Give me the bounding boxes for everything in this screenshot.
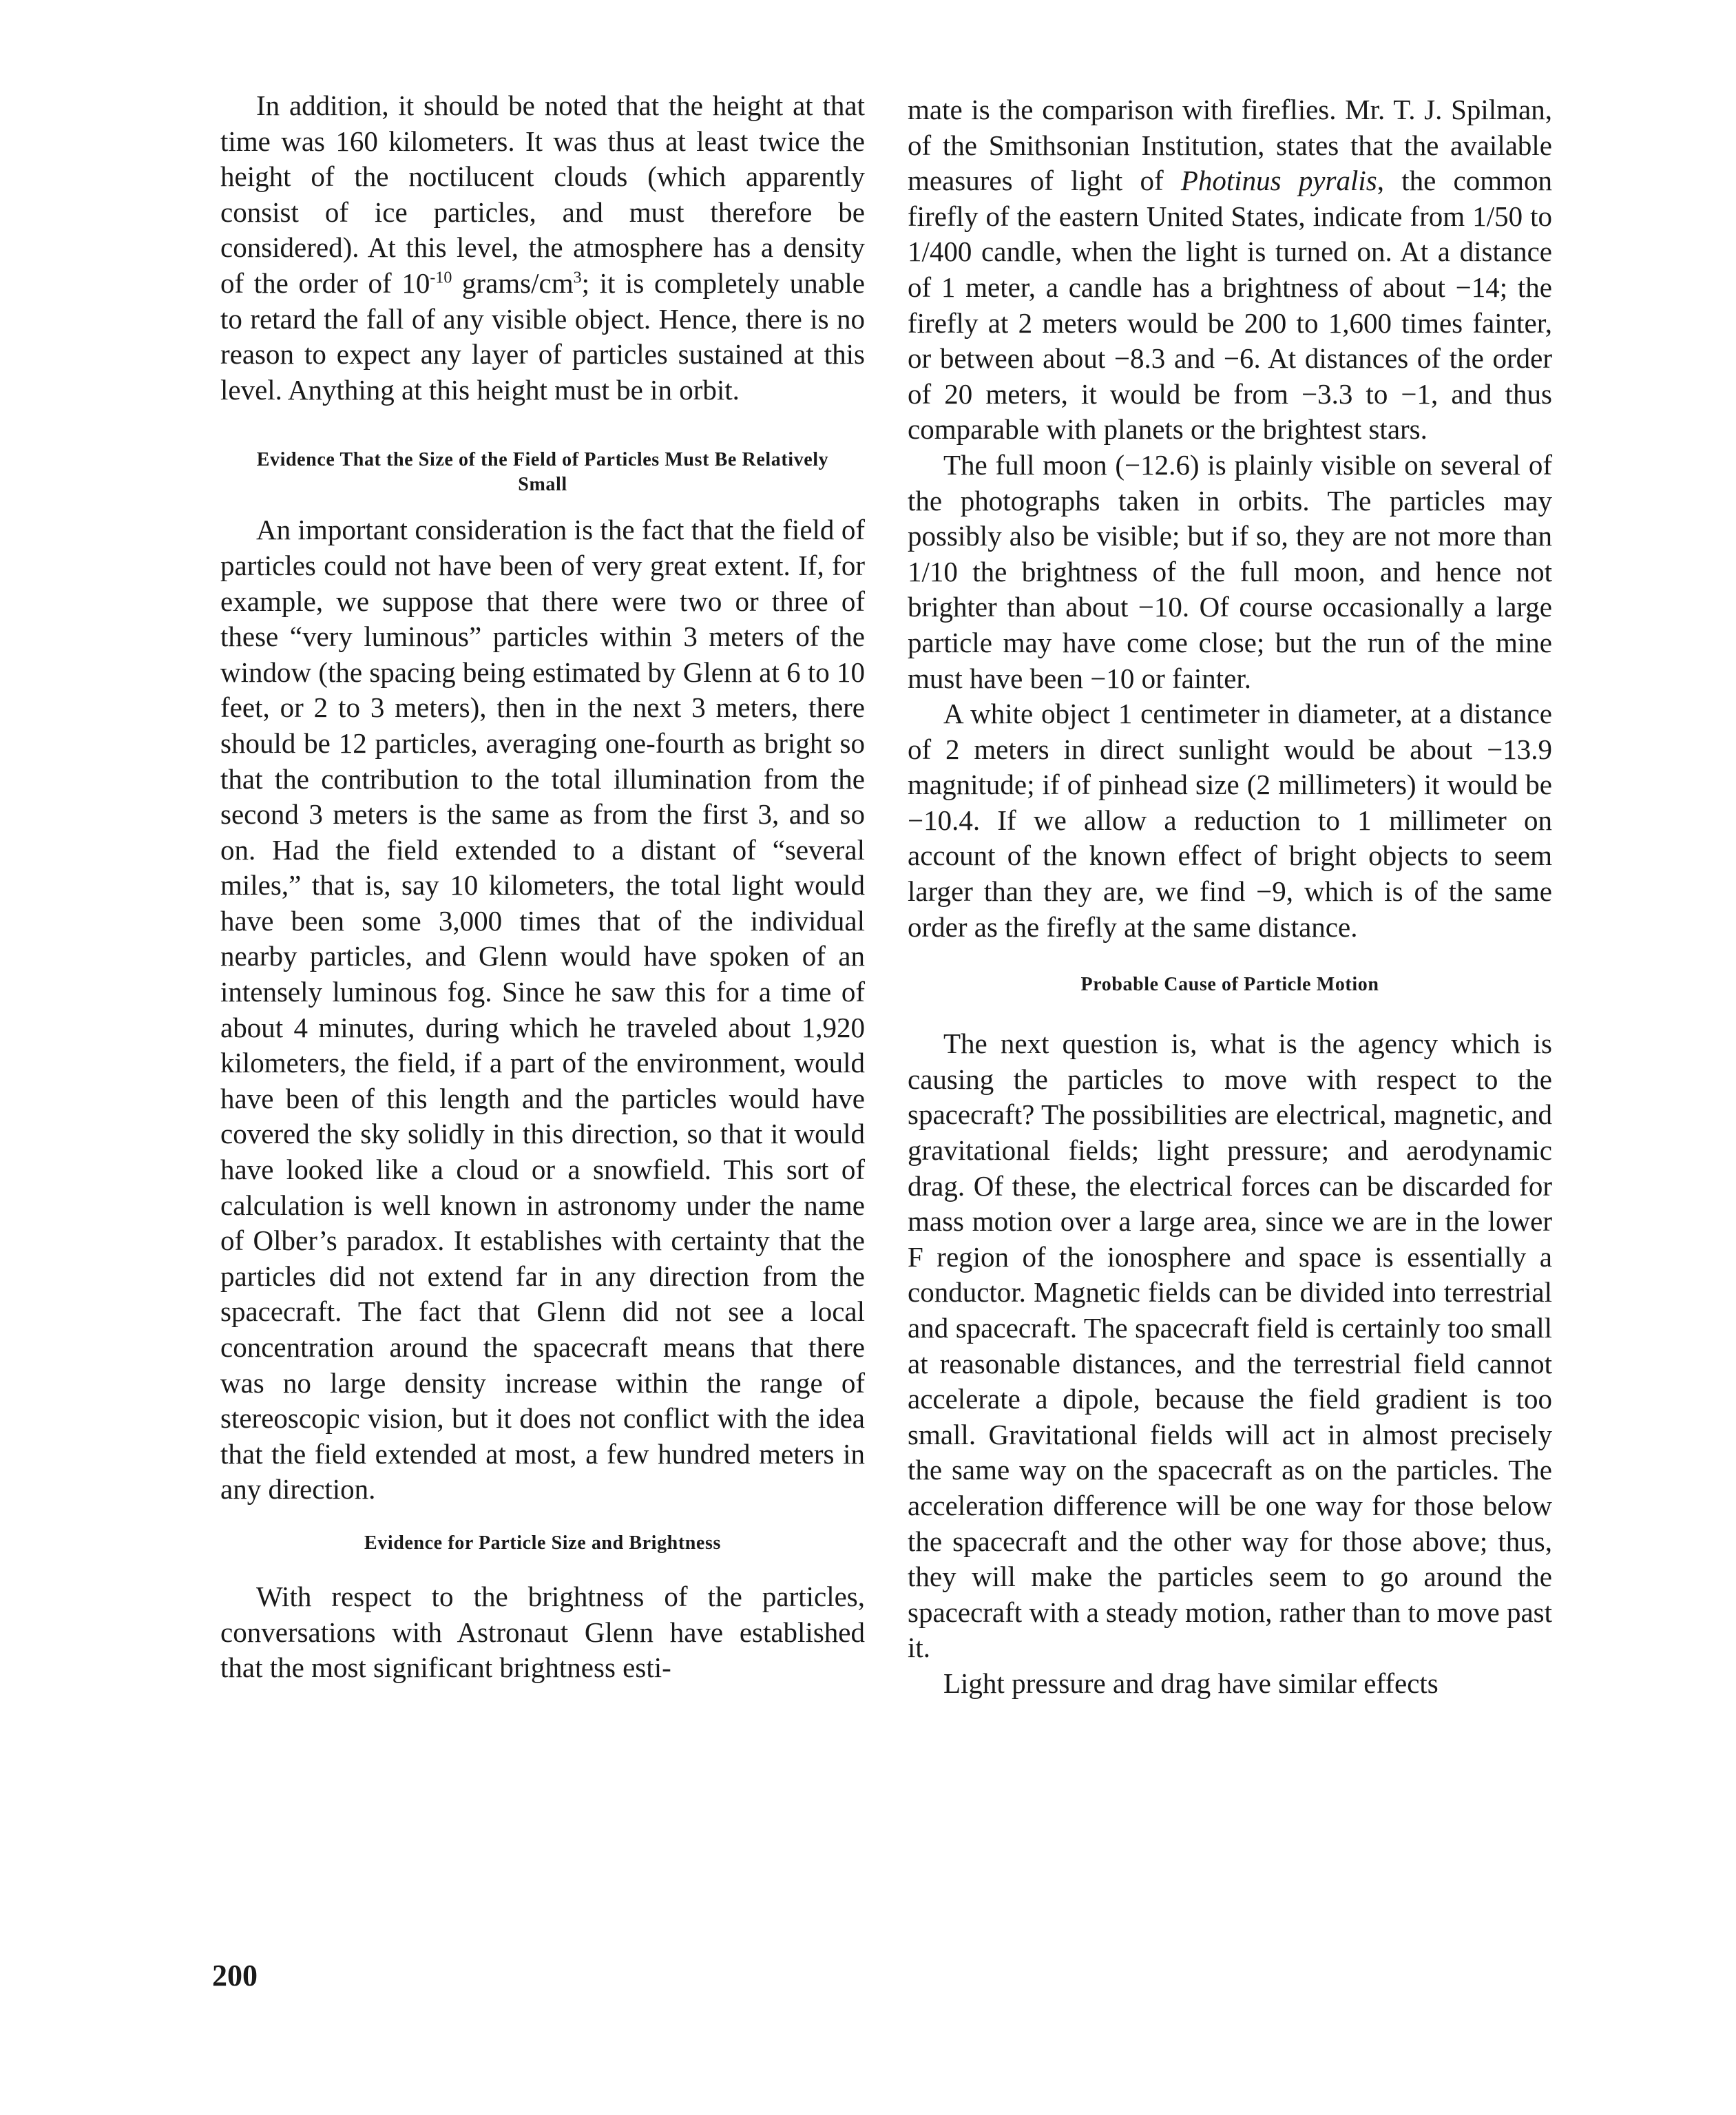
paragraph-white-object: A white object 1 centimeter in diameter, at a distance of 2 meters in direct sunlight would be about −13.9 magnitude; if of pinhead size (2 millimeters) it would be −10.4. If we allow a reduction to 1 millimeter on account of the known effect of bright objects to seem larger than they are, we find −9, which is of the same order as the firefly at the same distance. xyxy=(908,698,1552,943)
paragraph-field-extent: An important consideration is the fact that the field of particles could not have been of very great extent. If, for example, we suppose that there were two or three of these “very luminous” particles within 3 meters of the window (the spacing being estimated by Glenn at 6 to 10 feet, or 2 to 3 meters), then in the next 3 meters, there should be 12 particles, averaging one-fourth as bright so that the contribution to the total illumination from the second 3 meters is the same as from the first 3, and so on. Had the field extended to a distant of “several miles,” that is, say 10 kilometers, the total light would have been some 3,000 times that of the individual nearby particles, and Glenn would have spoken of an intensely luminous fog. Since he saw this for a time of about 4 minutes, during which he traveled about 1,920 kilometers, the field, if a part of the environment, would have been of this length and the particles would have covered the sky solidly in this direction, so that it would have looked like a cloud or a snowfield. This sort of calculation is well known in astronomy under the name of Olber’s paradox. It establishes with certainty that the particles did not extend far in any direction from the spacecraft. The fact that Glenn did not see a local concentration around the spacecraft means that there was no large density increase within the range of stereoscopic vision, but it does not conflict with the idea that the field extended at most, a few hundred meters in any direction. xyxy=(220,514,865,1505)
paragraph-motion-agency: The next question is, what is the agency which is causing the particles to move with respect to the spacecraft? The possibilities are electrical, magnetic, and gravitational fields; light pressure; and aerodynamic drag. Of these, the electrical forces can be discarded for mass motion over a large area, since we are in the lower F region of the ionosphere and space is essentially a conductor. Magnetic fields can be divided into terrestrial and spacecraft. The spacecraft field is certainly too small at reasonable distances, and the terrestrial field cannot accelerate a dipole, because the field gradient is too small. Gravitational fields will act in almost precisely the same way on the spacecraft as on the particles. The acceleration difference will be one way for those below the spacecraft and the other way for those above; thus, they will make the particles seem to go around the spacecraft with a steady motion, rather than to move past it. xyxy=(908,1028,1552,1664)
paragraph-text: mate is the comparison with fireflies. Mr. T. J. Spilman, of the Smithsonian Institution, states that the available measures of light of xyxy=(908,94,1552,197)
paragraph-brightness-intro: With respect to the brightness of the particles, conversations with Astronaut Glenn have established that the most significant brightness esti- xyxy=(220,1580,865,1684)
paragraph-text: grams/cm xyxy=(452,267,574,299)
paragraph-firefly-comparison xyxy=(908,92,1552,448)
section-heading-particle-motion: Probable Cause of Particle Motion xyxy=(1080,974,1379,996)
paragraph-text: In addition, it should be noted that the height at that time was 160 kilometers. It was thus at least twice the height of the noctilucent clouds (which apparently consist of ice particles, and must therefore be considered). At this level, the atmosphere has a density of the order of 10 xyxy=(220,90,865,299)
paragraph-text: ; it is completely unable to retard the fall of any visible object. Hence, there is no reason to expect any layer of particles sustained at this level. Anything at this height must be in orbit. xyxy=(220,267,866,406)
section-heading-particle-brightness: Evidence for Particle Size and Brightness xyxy=(364,1532,721,1554)
left-column xyxy=(220,88,865,1686)
right-column xyxy=(908,92,1552,1702)
exponent: -10 xyxy=(430,269,452,287)
paragraph-light-pressure: Light pressure and drag have similar effects xyxy=(943,1667,1439,1699)
paragraph-text: , the common firefly of the eastern United States, indicate from 1/50 to 1/400 candle, when the light is turned on. At a distance of 1 meter, a candle has a brightness of about −14; the firefly at 2 meters would be 200 to 1,600 times fainter, or between about −8.3 and −6. At distances of the order of 20 meters, it would be from −3.3 to −1, and thus comparable with planets or the brightest stars. xyxy=(908,165,1552,446)
section-heading-field-size: Evidence That the Size of the Field of Particles Must Be Relatively Small xyxy=(256,449,829,496)
species-name: Photinus pyralis xyxy=(1180,165,1377,197)
page-number: 200 xyxy=(212,1959,258,1992)
exponent: 3 xyxy=(573,269,582,287)
paragraph-full-moon: The full moon (−12.6) is plainly visible on several of the photographs taken in orbits. The particles may possibly also be visible; but if so, they are not more than 1/10 the brightness of the full moon, and hence not brighter than about −10. Of course occasionally a large particle may have come close; but the run of the mine must have been −10 or fainter. xyxy=(908,448,1552,694)
paragraph-noctilucent-height xyxy=(220,88,865,408)
